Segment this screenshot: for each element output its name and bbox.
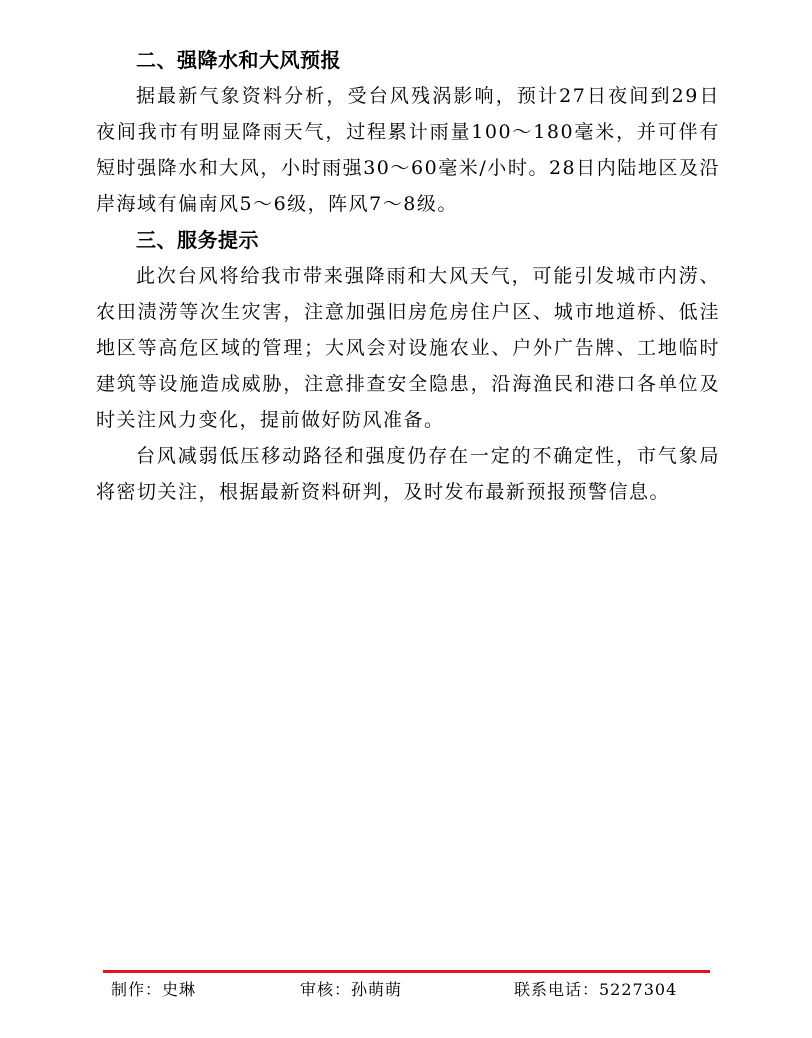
footer-author: 制作：史琳 <box>111 980 197 999</box>
section-heading-service-tips: 三、服务提示 <box>136 228 259 252</box>
footer-reviewer: 审核：孙萌萌 <box>300 980 403 999</box>
uncertainty-paragraph: 台风减弱低压移动路径和强度仍存在一定的不确定性，市气象局将密切关注，根据最新资料研判，及时发布最新预报预警信息。 <box>96 445 720 503</box>
forecast-paragraph: 据最新气象资料分析，受台风残涡影响，预计27日夜间到29日夜间我市有明显降雨天气，过程累计雨量100～180毫米，并可伴有短时强降水和大风，小时雨强30～60毫米/小时。28日内陆地区及沿岸海域有偏南风5～6级，阵风7～8级。 <box>96 85 720 215</box>
document-body <box>96 42 720 510</box>
footer <box>103 976 710 1004</box>
service-tips-paragraph: 此次台风将给我市带来强降雨和大风天气，可能引发城市内涝、农田渍涝等次生灾害，注意加强旧房危房住户区、城市地道桥、低洼地区等高危区域的管理；大风会对设施农业、户外广告牌、工地临时建筑等设施造成威胁，注意排查安全隐患，沿海渔民和港口各单位及时关注风力变化，提前做好防风准备。 <box>96 265 720 431</box>
footer-divider <box>103 970 710 973</box>
footer-contact: 联系电话：5227304 <box>514 980 678 999</box>
section-heading-forecast: 二、强降水和大风预报 <box>136 48 341 72</box>
